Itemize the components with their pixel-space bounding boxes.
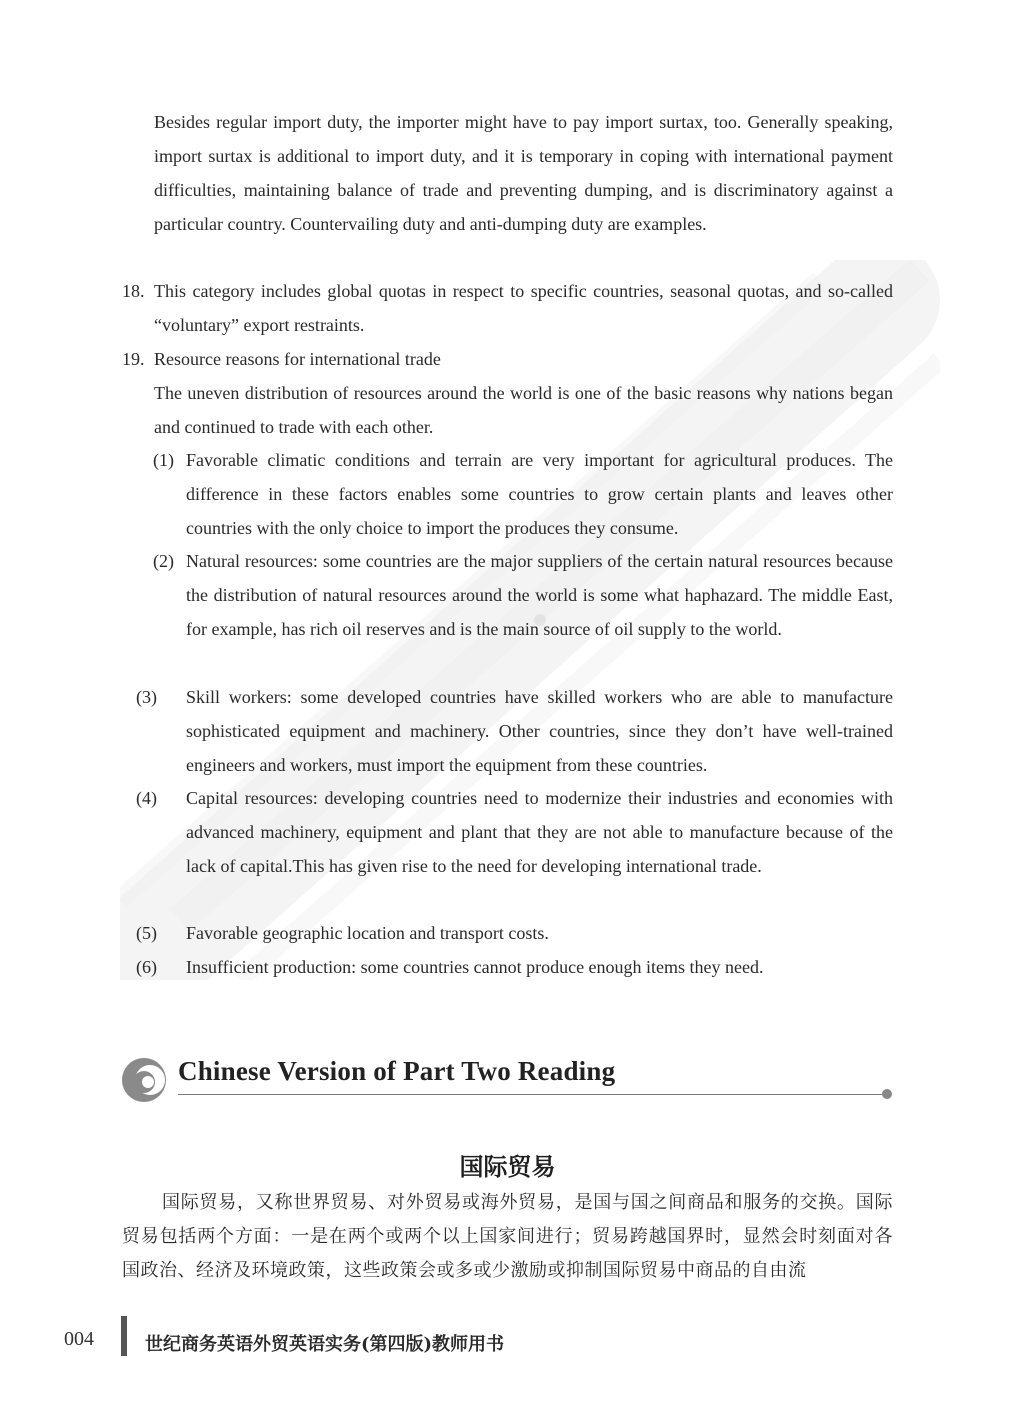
page-number: 004 <box>64 1328 94 1350</box>
footer-book-title: 世纪商务英语外贸英语实务(第四版)教师用书 <box>145 1334 505 1355</box>
subitem-4-text: Capital resources: developing countries need to modernize their industries and economies with advanced machinery, equipment and plant that they are not able to manufacture because of the lack of capital.This has given rise to the need for developing international trade. <box>186 788 893 876</box>
subitem-3-number: (3) <box>136 687 157 707</box>
section-rule <box>178 1094 884 1095</box>
item-18-text: This category includes global quotas in respect to specific countries, seasonal quotas, and so-called “voluntary” export restraints. <box>154 281 893 335</box>
subitem-1-text: Favorable climatic conditions and terrain are very important for agricultural produces. The difference in these factors enables some countries to grow certain plants and leaves other countries with the only choice to import the produces they consume. <box>186 450 893 538</box>
subitem-6-text: Insufficient production: some countries cannot produce enough items they need. <box>186 957 764 977</box>
subitem-3-text: Skill workers: some developed countries have skilled workers who are able to manufacture sophisticated equipment and machinery. Other countries, since they don’t have well-trained engineers and workers, must import the equipment from these countries. <box>186 687 893 775</box>
item-19-body: The uneven distribution of resources around the world is one of the basic reasons why nations began and continued to trade with each other. <box>154 383 893 437</box>
intro-paragraph: Besides regular import duty, the importer might have to pay import surtax, too. Generally speaking, import surtax is additional to import duty, and it is temporary in coping with international payment difficulties, maintaining balance of trade and preventing dumping, and is discriminatory against a particular country. Countervailing duty and anti-dumping duty are examples. <box>154 112 893 234</box>
subitem-6-number: (6) <box>136 957 157 977</box>
footer-divider <box>121 1316 127 1356</box>
section-rule-dot <box>882 1089 892 1099</box>
chinese-title: 国际贸易 <box>459 1152 556 1181</box>
subitem-2-number: (2) <box>153 551 174 571</box>
subitem-5-number: (5) <box>136 923 157 943</box>
subitem-2-text: Natural resources: some countries are the major suppliers of the certain natural resources because the distribution of natural resources around the world is some what haphazard. The middle East, for example, has rich oil reserves and is the main source of oil supply to the world. <box>186 551 893 639</box>
subitem-4-number: (4) <box>136 788 157 808</box>
item-18-number: 18. <box>122 281 145 301</box>
chinese-paragraph: 国际贸易，又称世界贸易、对外贸易或海外贸易，是国与国之间商品和服务的交换。国际贸易包括两个方面：一是在两个或两个以上国家间进行；贸易跨越国界时，显然会时刻面对各国政治、经济及环境政策，这些政策会或多或少激励或抑制国际贸易中商品的自由流 <box>122 1192 893 1281</box>
subitem-1-number: (1) <box>153 450 174 470</box>
section-heading <box>120 1052 895 1104</box>
section-swirl-icon <box>120 1054 170 1104</box>
subitem-5-text: Favorable geographic location and transport costs. <box>186 923 549 943</box>
item-19-number: 19. <box>122 349 145 369</box>
section-title: Chinese Version of Part Two Reading <box>178 1056 616 1086</box>
item-19-heading: Resource reasons for international trade <box>154 349 441 369</box>
